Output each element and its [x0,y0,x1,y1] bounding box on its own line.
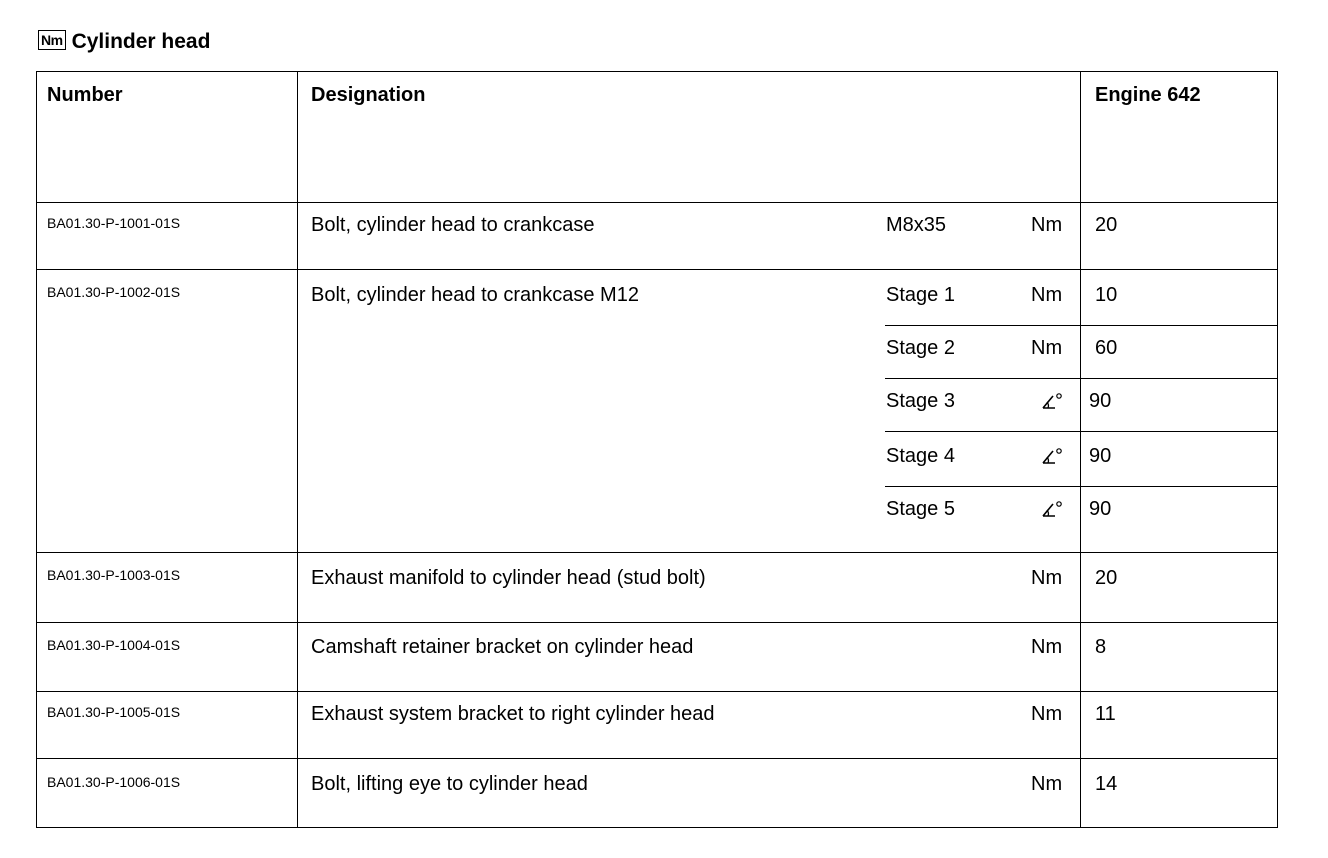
row-value: 20 [1095,567,1118,589]
row-designation: Exhaust manifold to cylinder head (stud bolt) [311,567,706,589]
row-value: 8 [1095,636,1107,658]
stage-value: 90 [1089,498,1112,520]
row-number: BA01.30-P-1003-01S [47,567,181,583]
stage-value: 90 [1089,390,1112,412]
header-designation: Designation [311,84,426,106]
stage-divider [885,486,1277,487]
column-divider-number [297,72,298,827]
row-number: BA01.30-P-1002-01S [47,284,181,300]
row-designation: Bolt, lifting eye to cylinder head [311,773,588,795]
header-number: Number [47,84,123,106]
page-title [38,26,210,54]
stage-divider [885,378,1277,379]
header-engine: Engine 642 [1095,84,1201,106]
row-value: 20 [1095,214,1118,236]
stage-value: 90 [1089,445,1112,467]
row-value: 11 [1095,703,1116,725]
row-divider [37,269,1277,270]
stage-divider [885,431,1277,432]
row-number: BA01.30-P-1004-01S [47,637,181,653]
stage-label: Stage 2 [886,337,955,359]
stage-label: Stage 3 [886,390,955,412]
stage-label: Stage 1 [886,284,955,306]
stage-unit: Nm [1031,337,1063,359]
title-text: Cylinder head [71,30,211,53]
column-divider-engine [1080,72,1081,827]
row-divider [37,622,1277,623]
row-designation: Bolt, cylinder head to crankcase M12 [311,284,639,306]
stage-label: Stage 4 [886,445,955,467]
stage-value: 60 [1095,337,1118,359]
row-unit: Nm [1031,703,1063,725]
row-designation: Exhaust system bracket to right cylinder head [311,703,715,725]
angle-degree-icon [1041,392,1063,410]
row-number: BA01.30-P-1001-01S [47,215,181,231]
row-unit: Nm [1031,636,1063,658]
row-unit: Nm [1031,773,1063,795]
row-number: BA01.30-P-1005-01S [47,704,181,720]
torque-table [36,71,1278,828]
row-value: 14 [1095,773,1118,795]
row-divider [37,758,1277,759]
row-designation: Bolt, cylinder head to crankcase [311,214,595,236]
stage-value: 10 [1095,284,1118,306]
row-divider [37,202,1277,203]
row-designation: Camshaft retainer bracket on cylinder head [311,636,694,658]
stage-divider [885,325,1277,326]
angle-degree-icon [1041,500,1063,518]
row-divider [37,691,1277,692]
row-unit: Nm [1031,214,1063,236]
row-divider [37,552,1277,553]
angle-degree-icon [1041,447,1063,465]
row-number: BA01.30-P-1006-01S [47,774,181,790]
stage-label: Stage 5 [886,498,955,520]
row-spec: M8x35 [886,214,947,236]
row-unit: Nm [1031,567,1063,589]
stage-unit: Nm [1031,284,1063,306]
torque-nm-icon: Nm [38,30,66,50]
